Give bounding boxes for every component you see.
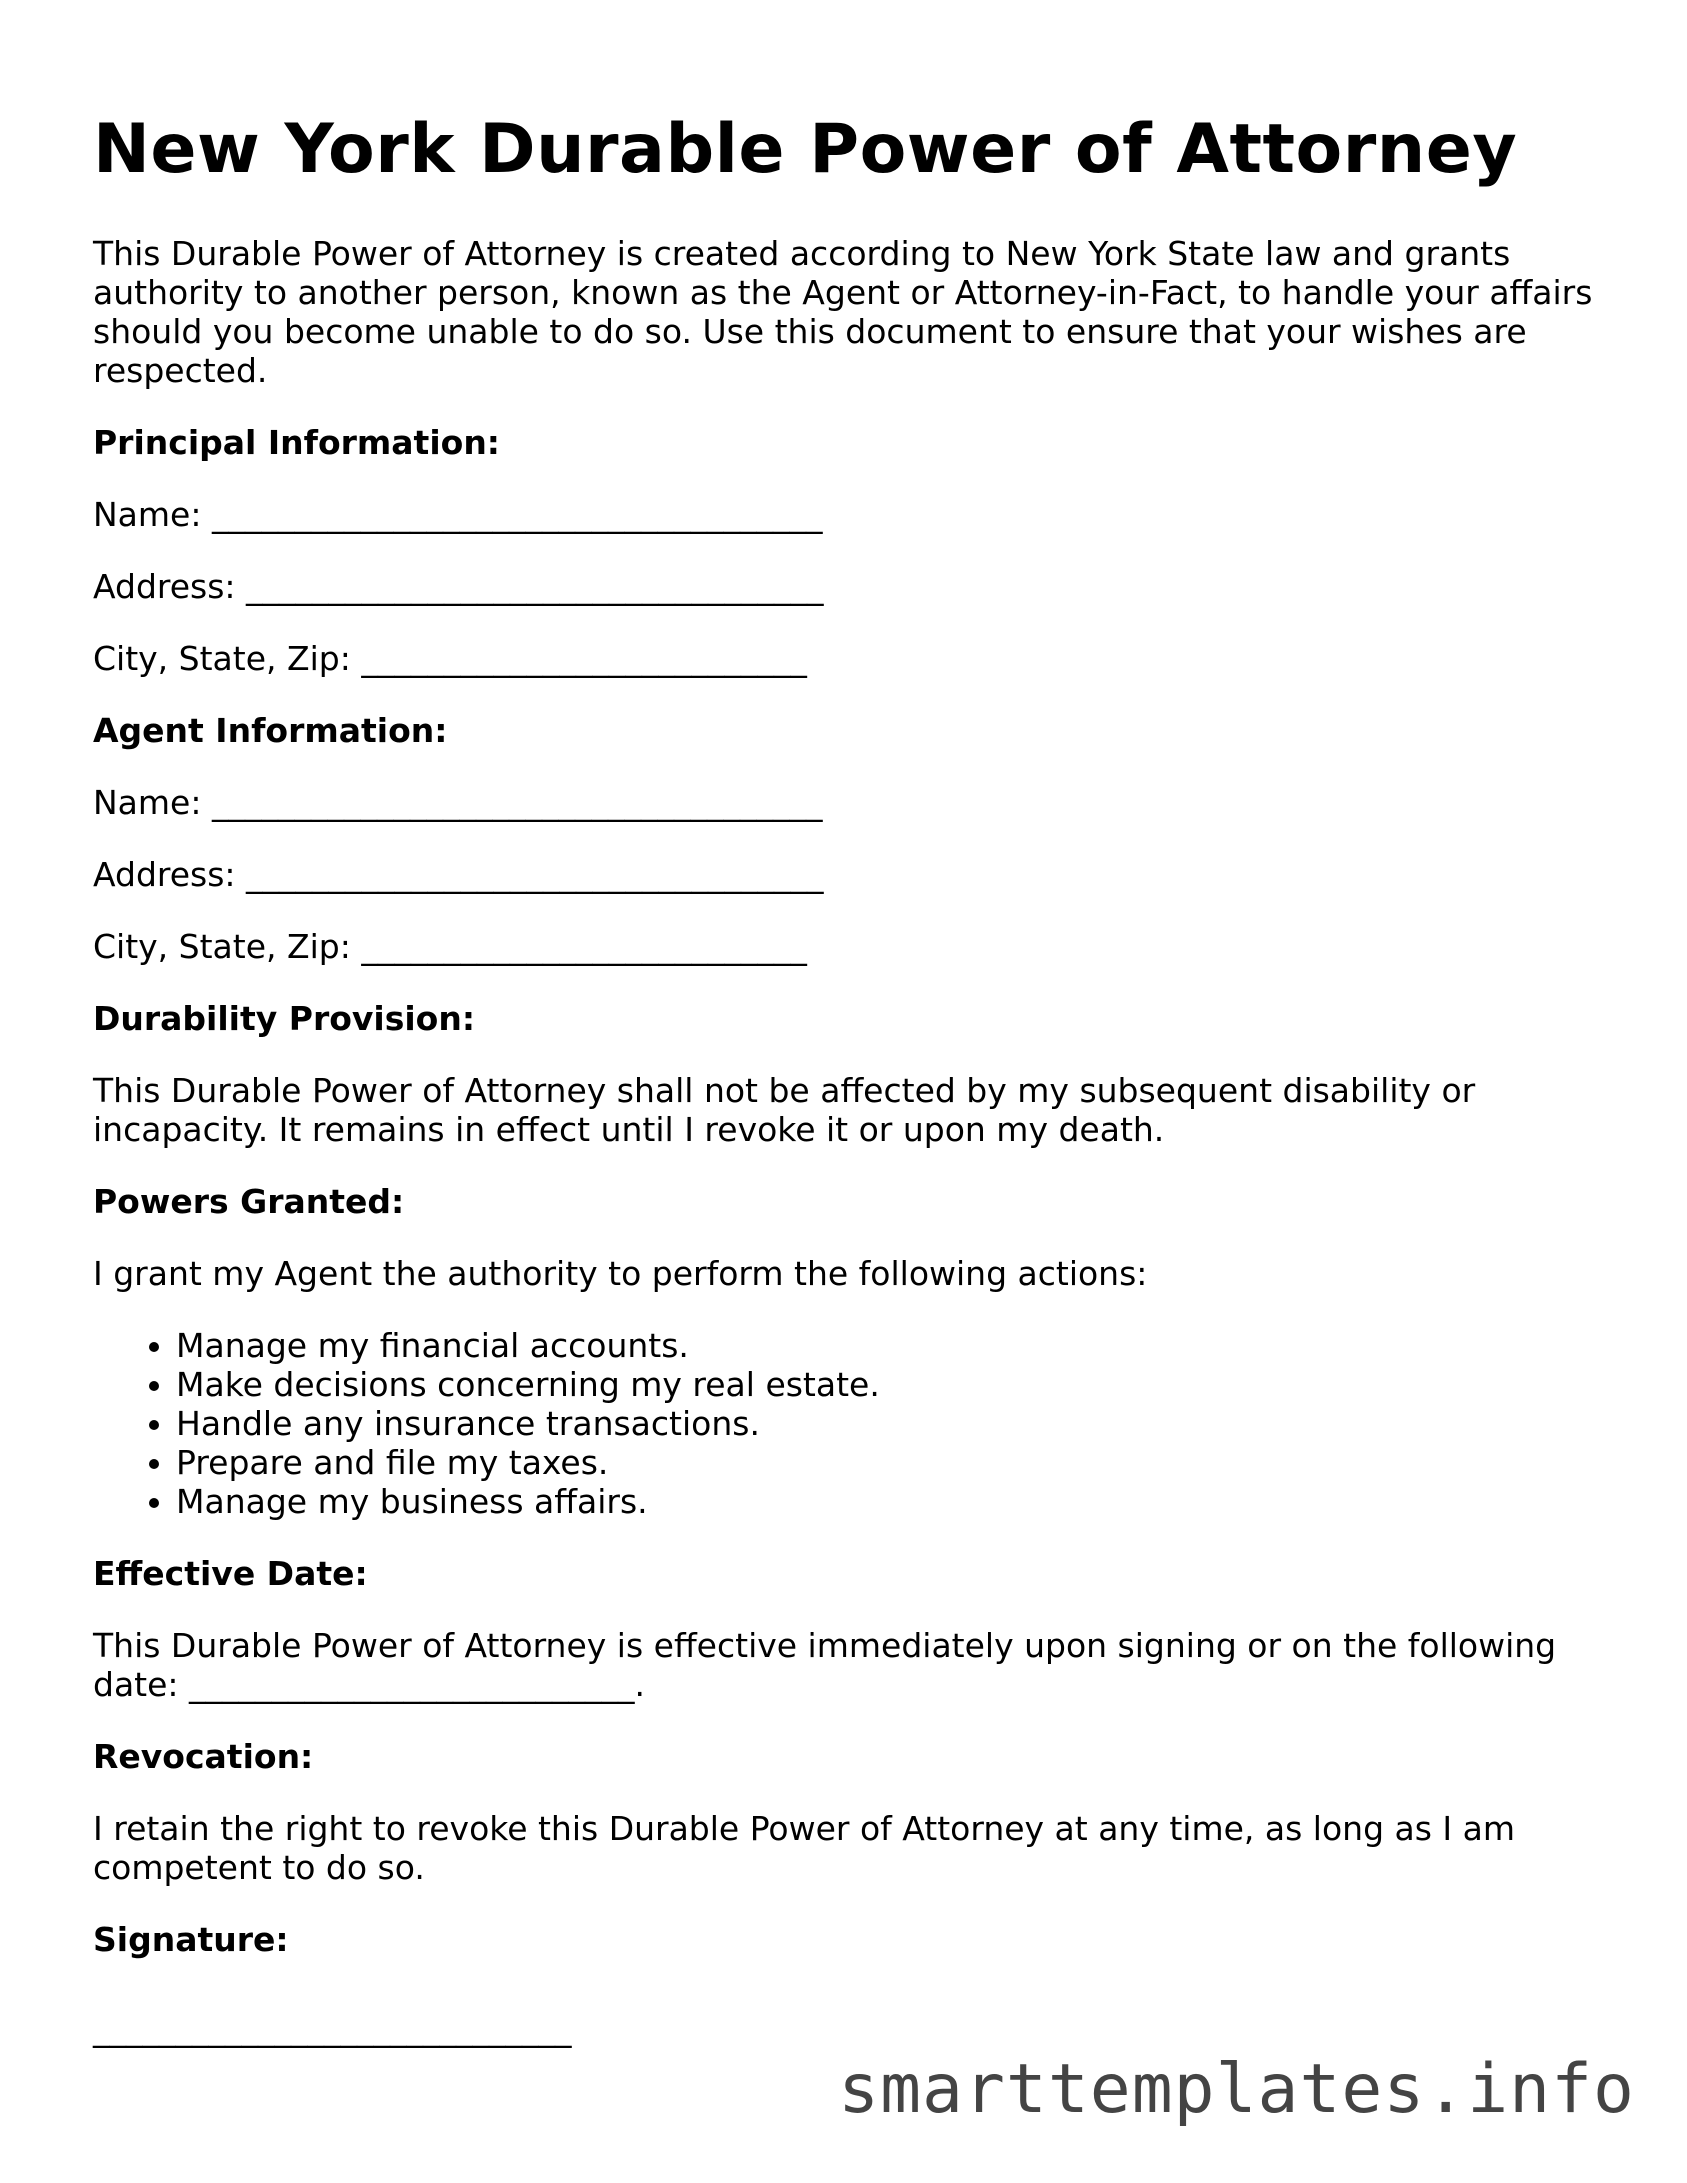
powers-intro: I grant my Agent the authority to perform the following actions:: [93, 1254, 1148, 1293]
list-item: • Handle any insurance transactions.: [176, 1404, 1613, 1443]
document-title: New York Durable Power of Attorney: [93, 110, 1518, 189]
list-item: • Make decisions concerning my real estate.: [176, 1365, 1613, 1404]
principal-address-field[interactable]: Address: ___________________________________: [93, 567, 824, 606]
watermark: smarttemplates.info: [838, 2050, 1635, 2129]
durability-heading: Durability Provision:: [93, 999, 476, 1038]
principal-city-state-zip-field[interactable]: City, State, Zip: ___________________________: [93, 639, 807, 678]
principal-name-field[interactable]: Name: _____________________________________: [93, 495, 823, 534]
list-item: • Manage my business affairs.: [176, 1482, 1613, 1521]
signature-line[interactable]: _____________________________: [93, 2009, 572, 2048]
intro-paragraph: This Durable Power of Attorney is created according to New York State law and grants authority to another person, known as the Agent or Attorney-in-Fact, to handle your affairs should you become unable to do so. Use this document to ensure that your wishes are respected.: [93, 234, 1593, 390]
principal-heading: Principal Information:: [93, 423, 501, 462]
effective-date-text: This Durable Power of Attorney is effective immediately upon signing or on the following date: ___________________________.: [93, 1626, 1557, 1704]
powers-list: [93, 1326, 1613, 1521]
signature-heading: Signature:: [93, 1920, 289, 1959]
agent-address-field[interactable]: Address: ___________________________________: [93, 855, 824, 894]
document-page: [93, 110, 1613, 2048]
powers-heading: Powers Granted:: [93, 1182, 405, 1221]
revocation-text: I retain the right to revoke this Durable Power of Attorney at any time, as long as I am competent to do so.: [93, 1809, 1516, 1887]
agent-name-field[interactable]: Name: _____________________________________: [93, 783, 823, 822]
list-item: • Manage my financial accounts.: [176, 1326, 1613, 1365]
agent-heading: Agent Information:: [93, 711, 448, 750]
revocation-heading: Revocation:: [93, 1737, 314, 1776]
durability-text: This Durable Power of Attorney shall not be affected by my subsequent disability or incapacity. It remains in effect until I revoke it or upon my death.: [93, 1071, 1476, 1149]
effective-date-heading: Effective Date:: [93, 1554, 368, 1593]
agent-city-state-zip-field[interactable]: City, State, Zip: ___________________________: [93, 927, 807, 966]
list-item: • Prepare and file my taxes.: [176, 1443, 1613, 1482]
